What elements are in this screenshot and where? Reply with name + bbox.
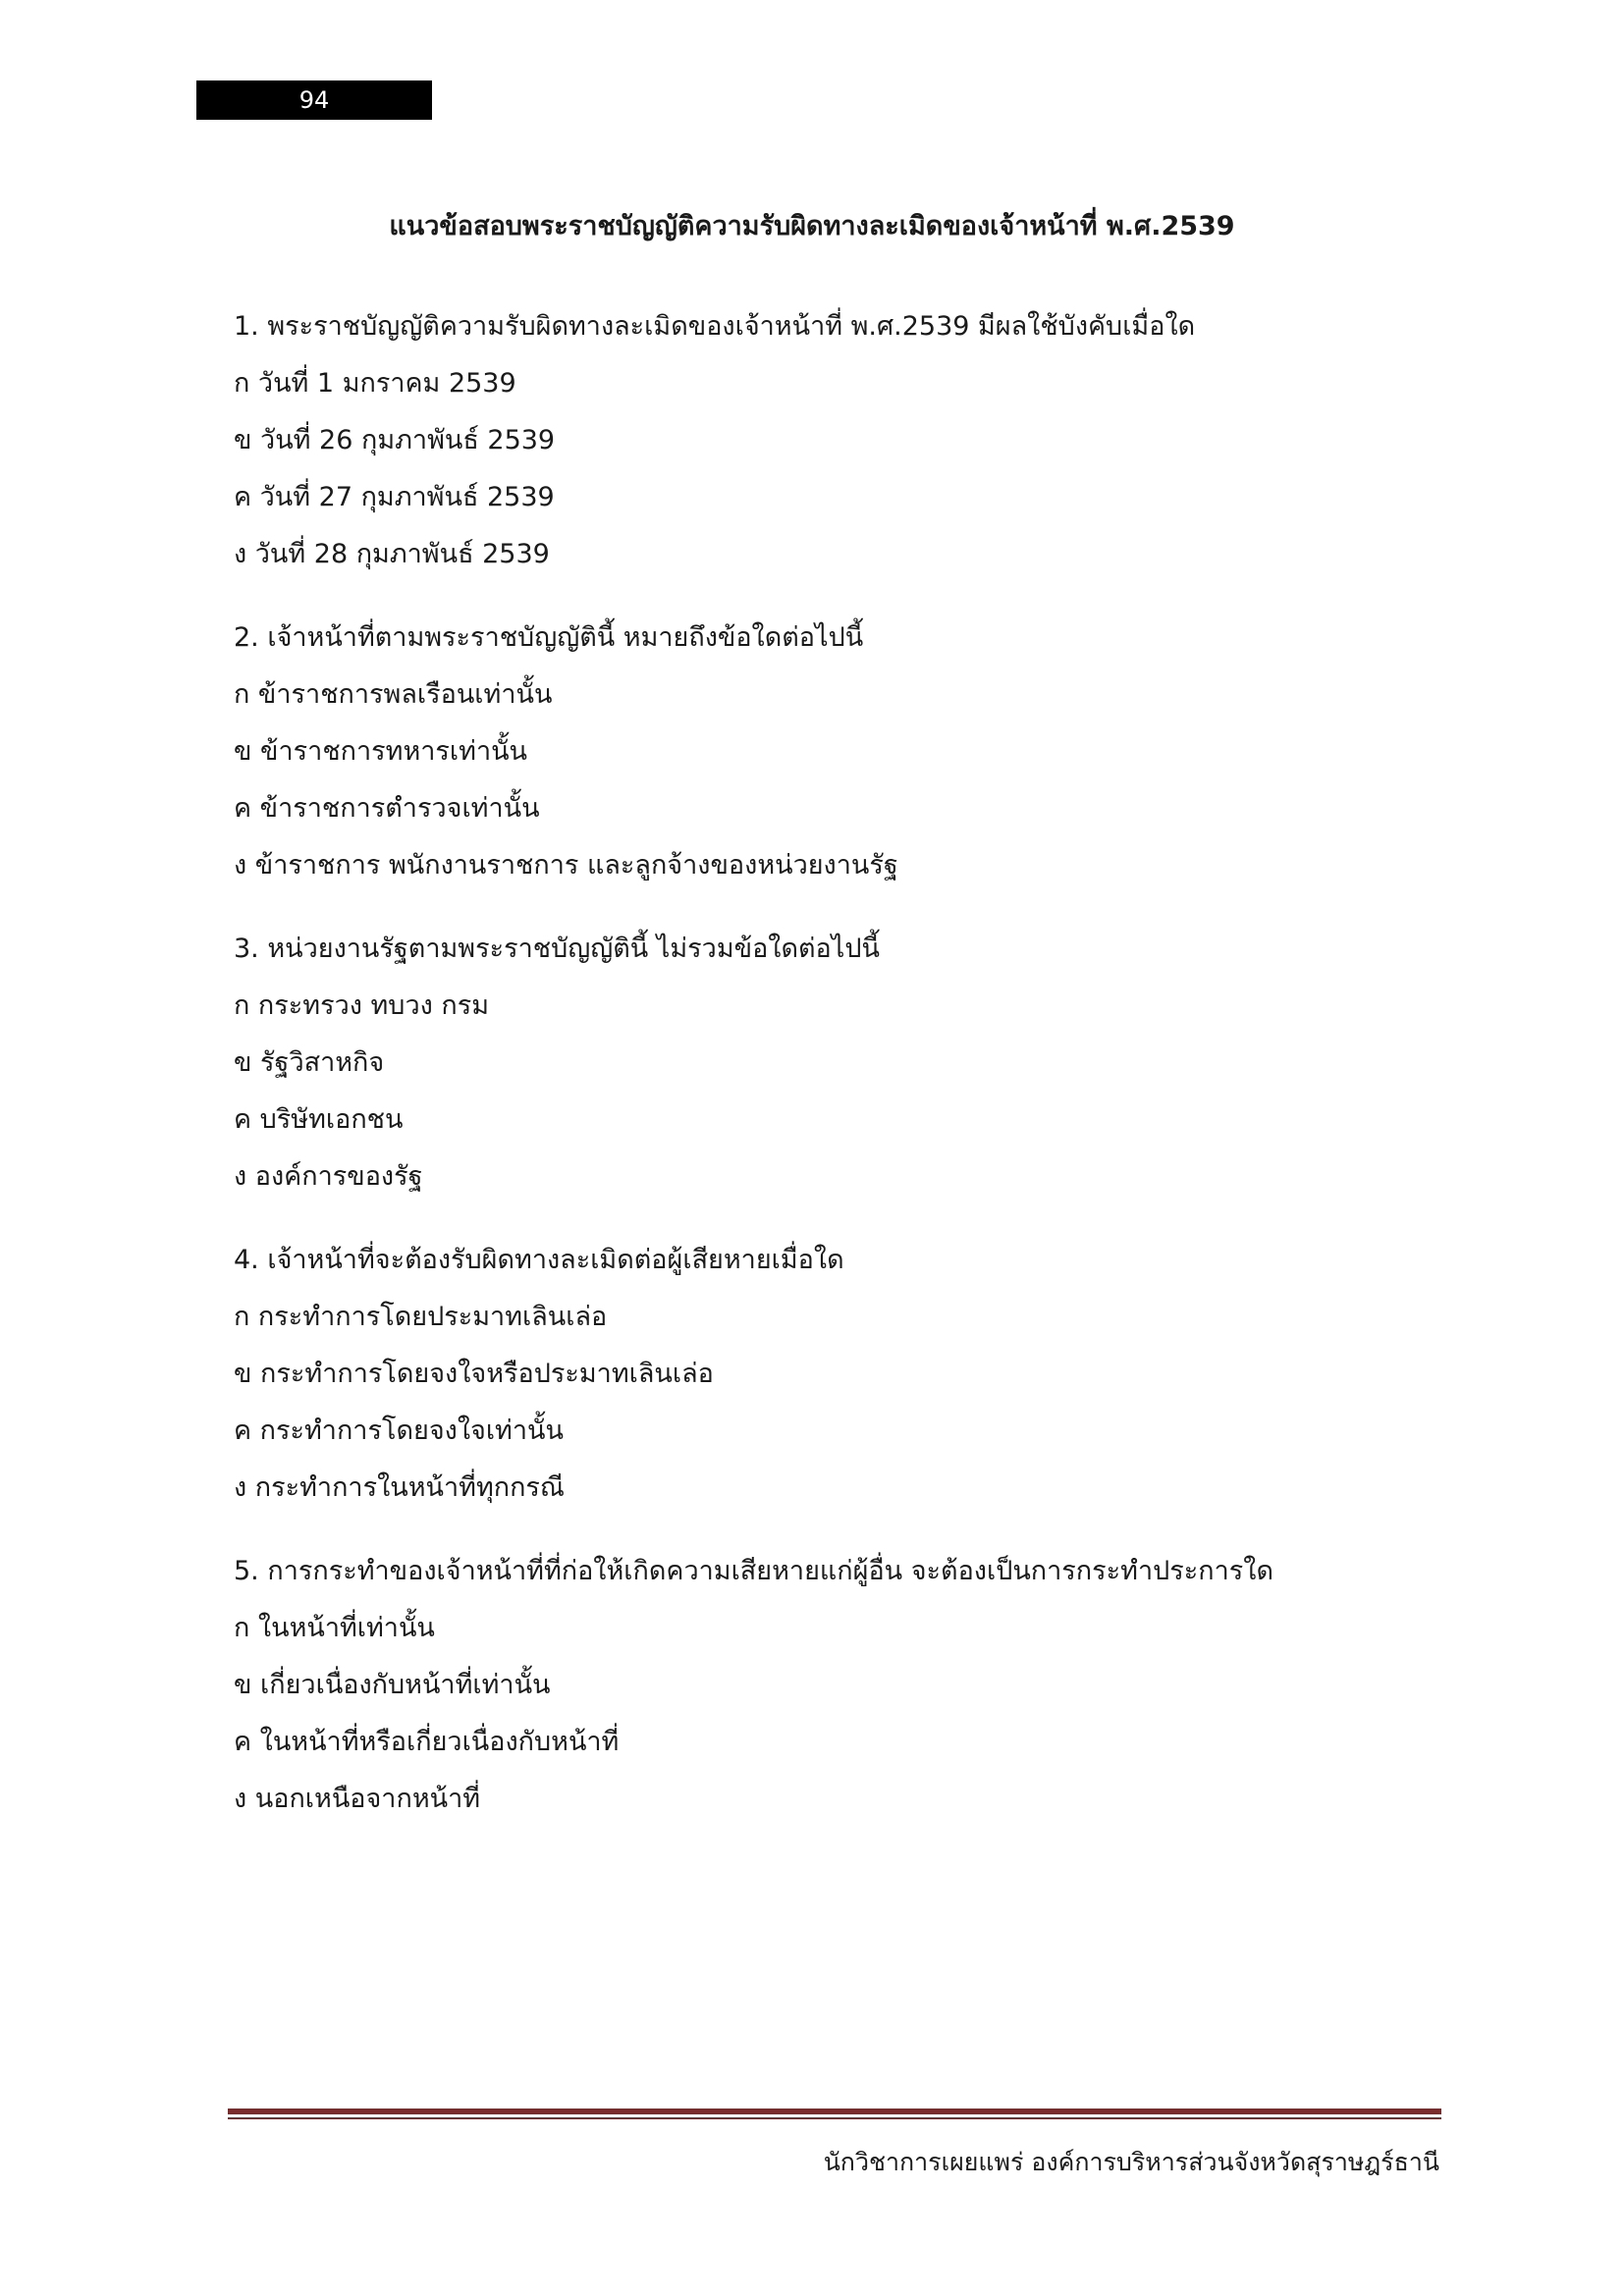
- question-text: 4. เจ้าหน้าที่จะต้องรับผิดทางละเมิดต่อผู้เสียหายเมื่อใด: [234, 1245, 844, 1275]
- question-text: 5. การกระทำของเจ้าหน้าที่ที่ก่อให้เกิดความเสียหายแก่ผู้อื่น จะต้องเป็นการกระทำประการใด: [234, 1556, 1273, 1586]
- answer-choice: ค ในหน้าที่หรือเกี่ยวเนื่องกับหน้าที่: [234, 1727, 620, 1757]
- question-item: [234, 1557, 1471, 1813]
- answer-choice: ค บริษัทเอกชน: [234, 1104, 404, 1135]
- answer-choice: ก กระทรวง ทบวง กรม: [234, 990, 490, 1021]
- question-text: 1. พระราชบัญญัติความรับผิดทางละเมิดของเจ้าหน้าที่ พ.ศ.2539 มีผลใช้บังคับเมื่อใด: [234, 311, 1196, 342]
- answer-choice: ก กระทำการโดยประมาทเลินเล่อ: [234, 1302, 608, 1332]
- document-title: แนวข้อสอบพระราชบัญญัติความรับผิดทางละเมิดของเจ้าหน้าที่ พ.ศ.2539: [389, 211, 1235, 241]
- answer-choice: ง องค์การของรัฐ: [234, 1161, 423, 1192]
- answer-choice: ข รัฐวิสาหกิจ: [234, 1047, 385, 1078]
- answer-choice: ก วันที่ 1 มกราคม 2539: [234, 368, 516, 399]
- page-number: 94: [196, 80, 432, 120]
- answer-choice: ข เกี่ยวเนื่องกับหน้าที่เท่านั้น: [234, 1670, 551, 1700]
- answer-choice: ข ข้าราชการทหารเท่านั้น: [234, 736, 528, 767]
- answer-choice: ค วันที่ 27 กุมภาพันธ์ 2539: [234, 482, 555, 512]
- question-item: [234, 623, 1471, 880]
- footer-divider-thick: [228, 2109, 1441, 2114]
- answer-choice: ง กระทำการในหน้าที่ทุกกรณี: [234, 1472, 565, 1503]
- question-item: [234, 312, 1471, 568]
- answer-choice: ข วันที่ 26 กุมภาพันธ์ 2539: [234, 425, 556, 455]
- answer-choice: ก ข้าราชการพลเรือนเท่านั้น: [234, 679, 553, 710]
- question-list: [234, 312, 1471, 1868]
- question-text: 2. เจ้าหน้าที่ตามพระราชบัญญัตินี้ หมายถึงข้อใดต่อไปนี้: [234, 622, 864, 653]
- answer-choice: ก ในหน้าที่เท่านั้น: [234, 1613, 435, 1643]
- question-text: 3. หน่วยงานรัฐตามพระราชบัญญัตินี้ ไม่รวมข้อใดต่อไปนี้: [234, 934, 880, 964]
- footer-divider-thin: [228, 2117, 1441, 2119]
- answer-choice: ง ข้าราชการ พนักงานราชการ และลูกจ้างของหน่วยงานรัฐ: [234, 850, 898, 881]
- answer-choice: ค ข้าราชการตำรวจเท่านั้น: [234, 793, 540, 824]
- footer-divider: [228, 2109, 1441, 2119]
- answer-choice: ค กระทำการโดยจงใจเท่านั้น: [234, 1415, 564, 1446]
- answer-choice: ข กระทำการโดยจงใจหรือประมาทเลินเล่อ: [234, 1359, 714, 1389]
- answer-choice: ง นอกเหนือจากหน้าที่: [234, 1784, 481, 1814]
- footer-text: นักวิชาการเผยแพร่ องค์การบริหารส่วนจังหวัดสุราษฎร์ธานี: [823, 2148, 1439, 2176]
- question-item: [234, 934, 1471, 1191]
- answer-choice: ง วันที่ 28 กุมภาพันธ์ 2539: [234, 539, 550, 569]
- question-item: [234, 1246, 1471, 1502]
